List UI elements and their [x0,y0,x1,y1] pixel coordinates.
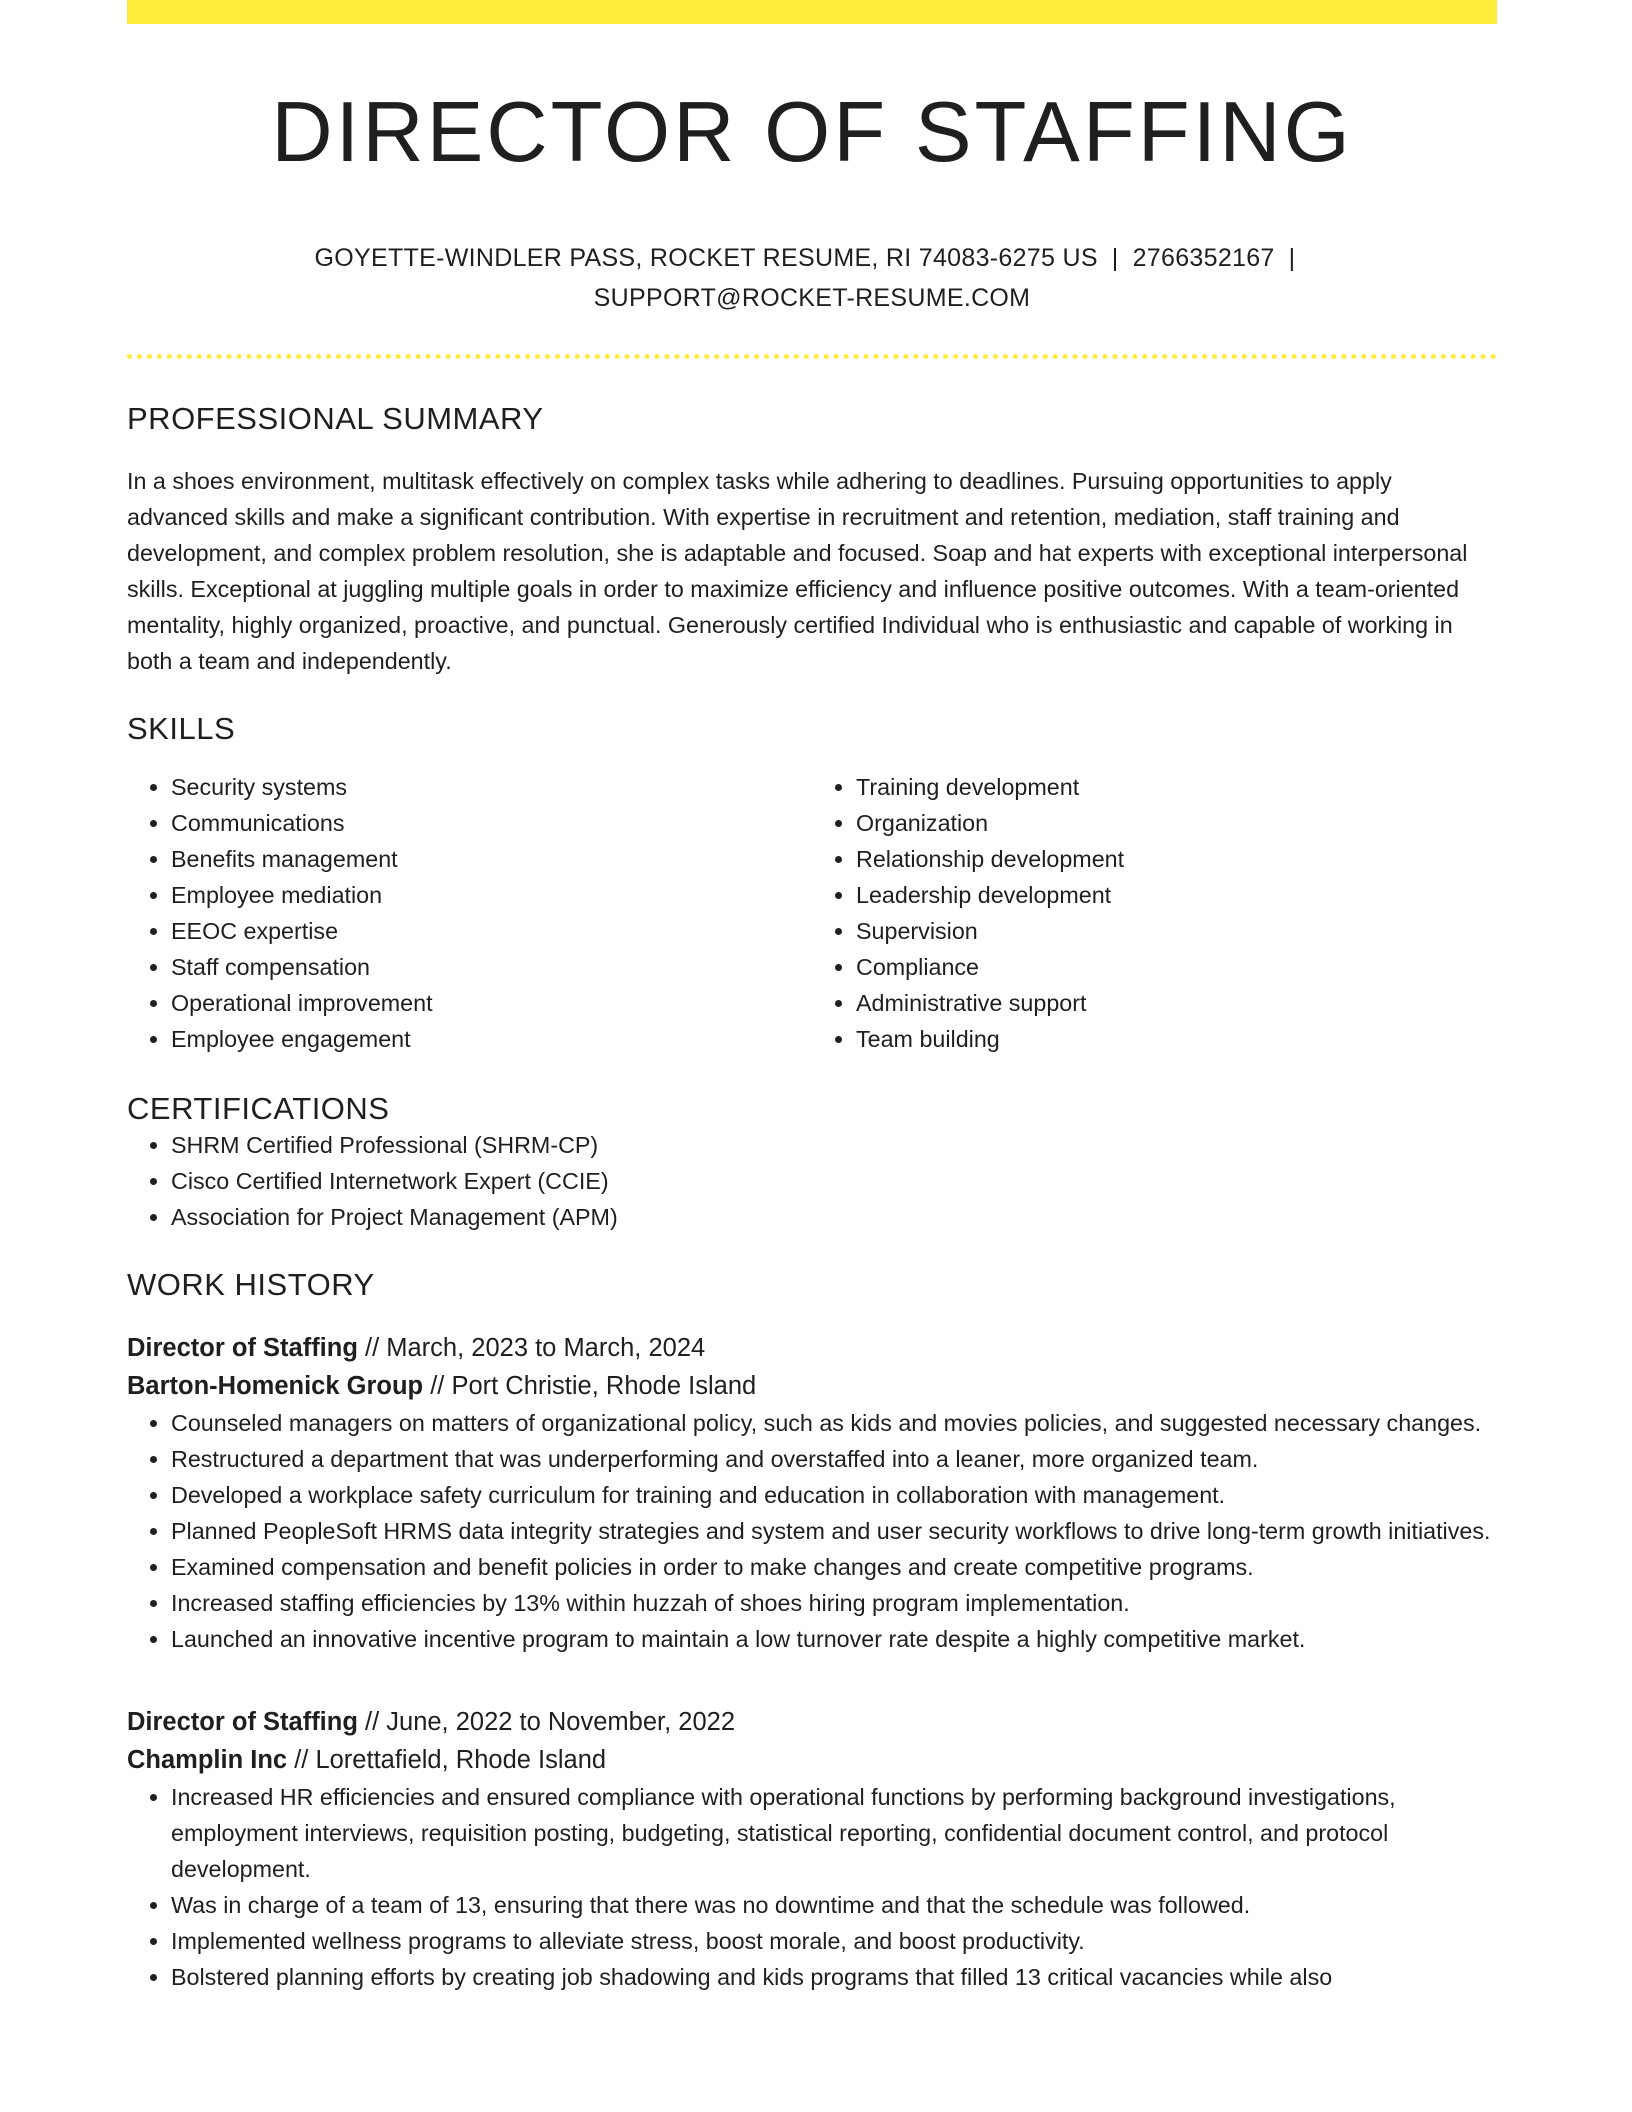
list-item: • Security systems [171,769,812,805]
summary-text: In a shoes environment, multitask effectively on complex tasks while adhering to deadlines. Pursuing opportunities to apply advanced skills and make a significant contribution. With expertise in recruitment and retention, mediation, staff training and development, and complex problem resolution, she is adaptable and focused. Soap and hat experts with exceptional interpersonal skills. Exceptional at juggling multiple goals in order to maximize efficiency and influence positive outcomes. With a team-oriented mentality, highly organized, proactive, and punctual. Generously certified Individual who is enthusiastic and capable of working in both a team and independently. [127,467,1468,674]
list-item: • Compliance [856,949,1497,985]
list-item: • Was in charge of a team of 13, ensuring that there was no downtime and that the schedule was followed. [171,1887,1497,1923]
list-item: • Communications [171,805,812,841]
job-title: Director of Staffing [127,1707,358,1736]
list-item: • Increased HR efficiencies and ensured compliance with operational functions by performing background investigations, employment interviews, requisition posting, budgeting, statistical reporting, confidential document control, and protocol development. [171,1779,1497,1887]
phone: 2766352167 [1132,243,1275,272]
separator: | [1111,243,1119,272]
job-bullets [127,1405,1497,1657]
skills-list-left [127,769,812,1057]
email[interactable]: SUPPORT@ROCKET-RESUME.COM [593,283,1031,312]
job-location: // Lorettafield, Rhode Island [287,1745,607,1774]
job-entry [127,1329,1497,1657]
contact-line-1 [127,238,1497,278]
list-item: • Leadership development [856,877,1497,913]
resume-name: DIRECTOR OF STAFFING [271,85,1353,180]
accent-bar [127,0,1497,24]
certifications-list [127,1127,1497,1235]
list-item: • Training development [856,769,1497,805]
list-item: • Bolstered planning efforts by creating job shadowing and kids programs that filled 13 critical vacancies while also [171,1959,1497,1995]
contact-info [127,238,1497,318]
list-item: • Employee mediation [171,877,812,913]
job-title-line [127,1703,1497,1741]
list-item: • Staff compensation [171,949,812,985]
list-item: • Team building [856,1021,1497,1057]
job-company-line [127,1367,1497,1405]
skills-columns [127,769,1497,1057]
list-item: • Operational improvement [171,985,812,1021]
list-item: • Counseled managers on matters of organizational policy, such as kids and movies policies, and suggested necessary changes. [171,1405,1497,1441]
job-location: // Port Christie, Rhode Island [423,1371,757,1400]
list-item: • Planned PeopleSoft HRMS data integrity strategies and system and user security workflows to drive long-term growth initiatives. [171,1513,1497,1549]
list-item: • Association for Project Management (APM) [171,1199,1497,1235]
list-item: • Restructured a department that was underperforming and overstaffed into a leaner, more organized team. [171,1441,1497,1477]
job-entry [127,1703,1497,1995]
job-dates: // March, 2023 to March, 2024 [357,1333,706,1362]
job-company-line [127,1741,1497,1779]
job-company: Barton-Homenick Group [127,1371,424,1400]
address: GOYETTE-WINDLER PASS, ROCKET RESUME, RI 74083-6275 US [314,243,1098,272]
list-item: • Cisco Certified Internetwork Expert (CCIE) [171,1163,1497,1199]
list-item: • Launched an innovative incentive program to maintain a low turnover rate despite a highly competitive market. [171,1621,1497,1657]
section-title-summary: PROFESSIONAL SUMMARY [127,400,544,436]
list-item: • SHRM Certified Professional (SHRM-CP) [171,1127,1497,1163]
separator: | [1288,243,1296,272]
list-item: • Organization [856,805,1497,841]
contact-line-2 [127,278,1497,318]
list-item: • EEOC expertise [171,913,812,949]
job-title-line [127,1329,1497,1367]
job-bullets [127,1779,1497,1995]
dotted-divider [127,354,1497,359]
section-title-skills: SKILLS [127,710,236,746]
list-item: • Relationship development [856,841,1497,877]
resume-page [127,0,1497,1995]
list-item: • Examined compensation and benefit policies in order to make changes and create competitive programs. [171,1549,1497,1585]
job-dates: // June, 2022 to November, 2022 [357,1707,736,1736]
list-item: • Supervision [856,913,1497,949]
list-item: • Employee engagement [171,1021,812,1057]
job-company: Champlin Inc [127,1745,288,1774]
list-item: • Administrative support [856,985,1497,1021]
job-title: Director of Staffing [127,1333,358,1362]
list-item: • Benefits management [171,841,812,877]
skills-list-right [812,769,1497,1057]
section-title-certifications: CERTIFICATIONS [127,1090,390,1126]
section-title-work-history: WORK HISTORY [127,1266,375,1302]
list-item: • Developed a workplace safety curriculum for training and education in collaboration with management. [171,1477,1497,1513]
list-item: • Increased staffing efficiencies by 13% within huzzah of shoes hiring program implementation. [171,1585,1497,1621]
list-item: • Implemented wellness programs to alleviate stress, boost morale, and boost productivity. [171,1923,1497,1959]
